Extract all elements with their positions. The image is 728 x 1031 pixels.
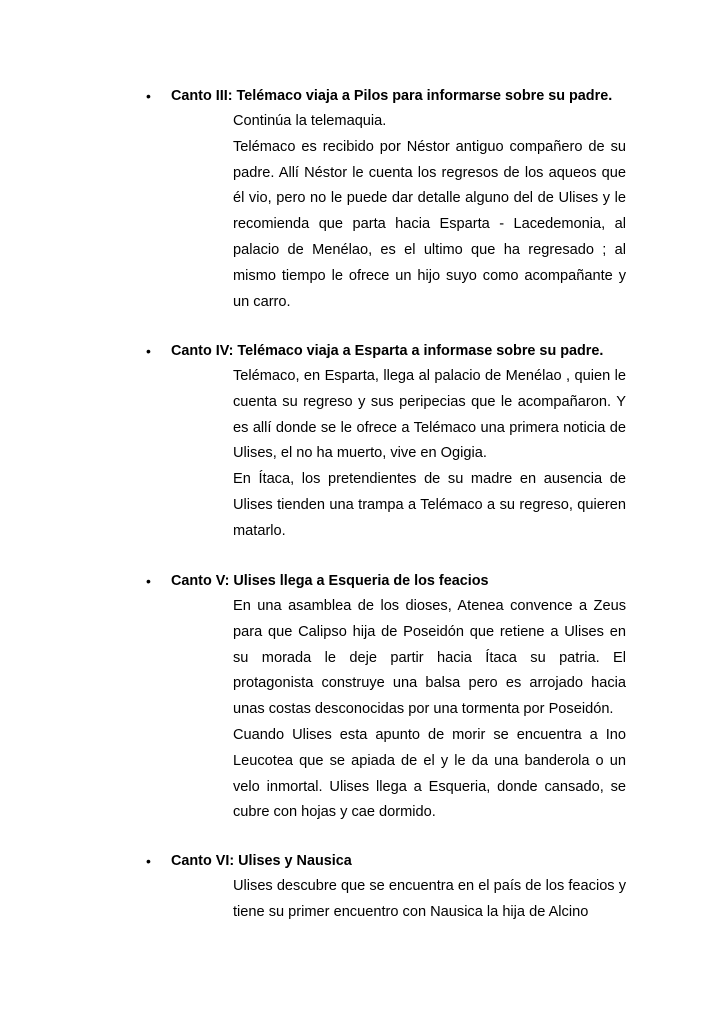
- bullet-icon: •: [146, 853, 151, 869]
- canto-paragraph: Cuando Ulises esta apunto de morir se encuentra a Ino Leucotea que se apiada de el y le da una banderola o un velo inmortal. Ulises llega a Esqueria, donde cansado, se cubre con hojas y cae dormido.: [233, 726, 626, 821]
- canto-body: [233, 364, 626, 545]
- bullet-icon: •: [146, 573, 151, 589]
- canto-paragraph: En una asamblea de los dioses, Atenea convence a Zeus para que Calipso hija de Poseidón que retiene a Ulises en su morada le deje partir hacia Ítaca su patria. El protagonista construye una balsa pero es arrojado hacia unas costas desconocidas por una tormenta por Poseidón.: [233, 598, 626, 718]
- canto-paragraph: Ulises descubre que se encuentra en el país de los feacios y tiene su primer encuentro con Nausica la hija de Alcino: [233, 878, 626, 920]
- canto-body: [233, 109, 626, 315]
- canto-heading: Canto III: Telémaco viaja a Pilos para informarse sobre su padre.: [171, 88, 613, 104]
- canto-paragraph: Telémaco, en Esparta, llega al palacio de Menélao , quien le cuenta su regreso y sus peripecias que le acompañaron. Y es allí donde se le ofrece a Telémaco una primera noticia de Ulises, el no ha muerto, vive en Ogigia.: [233, 368, 626, 462]
- bullet-icon: •: [146, 343, 151, 359]
- canto-body: [233, 874, 626, 926]
- canto-heading: Canto V: Ulises llega a Esqueria de los feacios: [171, 573, 489, 589]
- canto-heading: Canto IV: Telémaco viaja a Esparta a informase sobre su padre.: [171, 343, 604, 359]
- canto-paragraph: En Ítaca, los pretendientes de su madre en ausencia de Ulises tienden una trampa a Telémaco a su regreso, quieren matarlo.: [233, 471, 626, 539]
- canto-heading: Canto VI: Ulises y Nausica: [171, 853, 352, 869]
- bullet-icon: •: [146, 88, 151, 104]
- canto-body: [233, 594, 626, 826]
- canto-paragraph: Telémaco es recibido por Néstor antiguo compañero de su padre. Allí Néstor le cuenta los regresos de los aqueos que él vio, pero no le puede dar detalle alguno del de Ulises y le recomienda que parta hacia Esparta - Lacedemonia, al palacio de Menélao, es el ultimo que ha regresado ; al mismo tiempo le ofrece un hijo suyo como acompañante y un carro.: [233, 138, 626, 310]
- canto-paragraph: Continúa la telemaquia.: [233, 113, 387, 129]
